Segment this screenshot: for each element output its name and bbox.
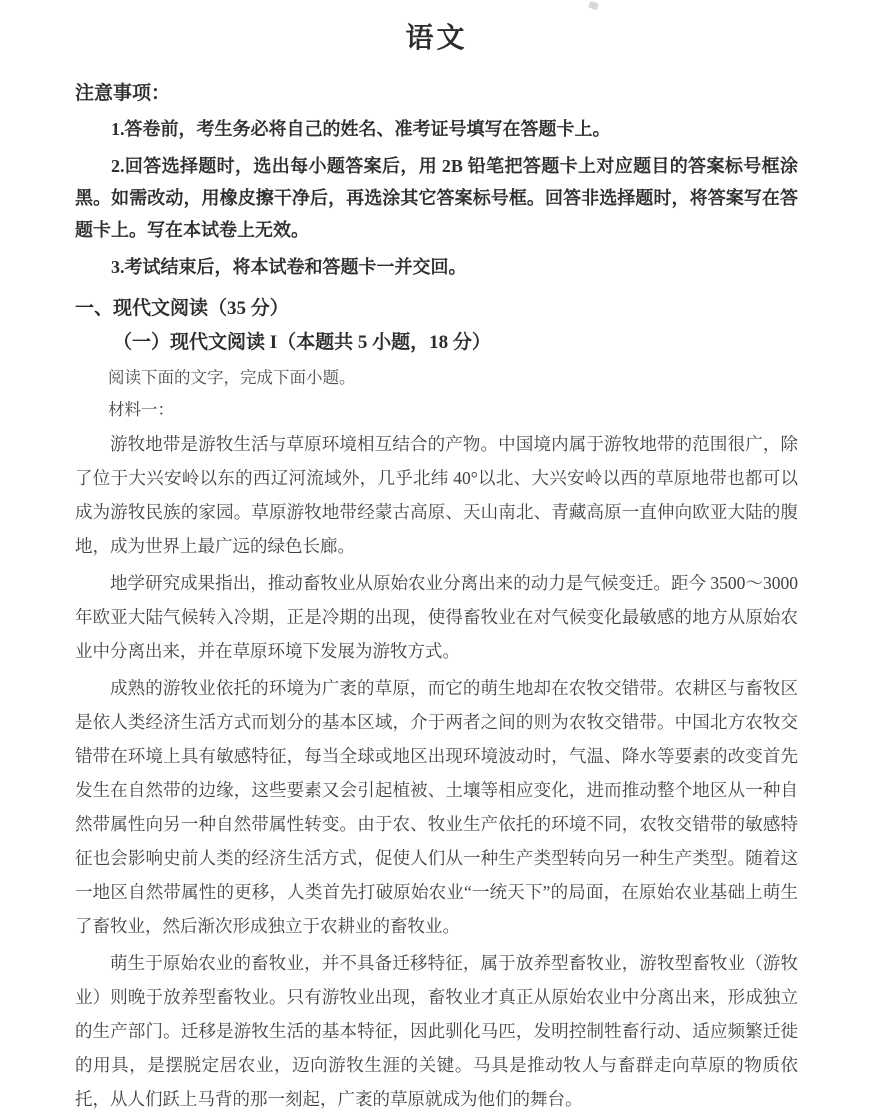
paper-title: 语文	[405, 23, 468, 54]
material-paragraph-3: 成熟的游牧业依托的环境为广袤的草原，而它的萌生地却在农牧交错带。农耕区与畜牧区是依人类经济生活方式而划分的基本区域，介于两者之间的则为农牧交错带。中国北方农牧交错带在环境上具有敏感特征，每当全球或地区出现环境波动时，气温、降水等要素的改变首先发生在自然带的边缘，这些要素又会引起植被、土壤等相应变化，进而推动整个地区从一种自然带属性向另一种自然带属性转变。由于农、牧业生产依托的环境不同，农牧交错带的敏感特征也会影响史前人类的经济生活方式，促使人们从一种生产类型转向另一种生产类型。随着这一地区自然带属性的更移，人类首先打破原始农业“一统天下”的局面，在原始农业基础上萌生了畜牧业，然后渐次形成独立于农耕业的畜牧业。	[75, 678, 798, 936]
section-heading-modern-reading: 一、现代文阅读（35 分）	[75, 298, 289, 319]
material-paragraph-2: 地学研究成果指出，推动畜牧业从原始农业分离出来的动力是气候变迁。距今 3500～3000 年欧亚大陆气候转入冷期，正是冷期的出现，使得畜牧业在对气候变化最敏感的地方从原始农业中分离出来，并在草原环境下发展为游牧方式。	[75, 573, 798, 661]
notice-item-1: 1.答卷前，考生务必将自己的姓名、准考证号填写在答题卡上。	[111, 119, 611, 139]
notice-item-3: 3.考试结束后，将本试卷和答题卡一并交回。	[111, 257, 467, 277]
reading-section	[75, 294, 798, 1116]
notice-section	[75, 80, 798, 283]
section-subheading-reading-1: （一）现代文阅读 I（本题共 5 小题，18 分）	[113, 332, 491, 353]
notice-item-2: 2.回答选择题时，选出每小题答案后，用 2B 铅笔把答题卡上对应题目的答案标号框涂黑。如需改动，用橡皮擦干净后，再选涂其它答案标号框。回答非选择题时，将答案写在答题卡上。写在本试卷上无效。	[75, 156, 798, 240]
material-paragraph-1: 游牧地带是游牧生活与草原环境相互结合的产物。中国境内属于游牧地带的范围很广，除了位于大兴安岭以东的西辽河流域外，几乎北纬 40°以北、大兴安岭以西的草原地带也都可以成为游牧民族的家园。草原游牧地带经蒙古高原、天山南北、青藏高原一直伸向欧亚大陆的腹地，成为世界上最广远的绿色长廊。	[75, 434, 798, 556]
reading-instruction: 阅读下面的文字，完成下面小题。	[108, 368, 356, 387]
notice-heading: 注意事项：	[75, 83, 171, 104]
material-paragraph-4: 萌生于原始农业的畜牧业，并不具备迁移特征，属于放养型畜牧业，游牧型畜牧业（游牧业）则晚于放养型畜牧业。只有游牧业出现，畜牧业才真正从原始农业中分离出来，形成独立的生产部门。迁移是游牧生活的基本特征，因此驯化马匹，发明控制牲畜行动、适应频繁迁徙的用具，是摆脱定居农业，迈向游牧生涯的关键。马具是推动牧人与畜群走向草原的物质依托，从人们跃上马背的那一刻起，广袤的草原就成为他们的舞台。	[75, 953, 798, 1109]
material-one-label: 材料一：	[108, 400, 174, 419]
